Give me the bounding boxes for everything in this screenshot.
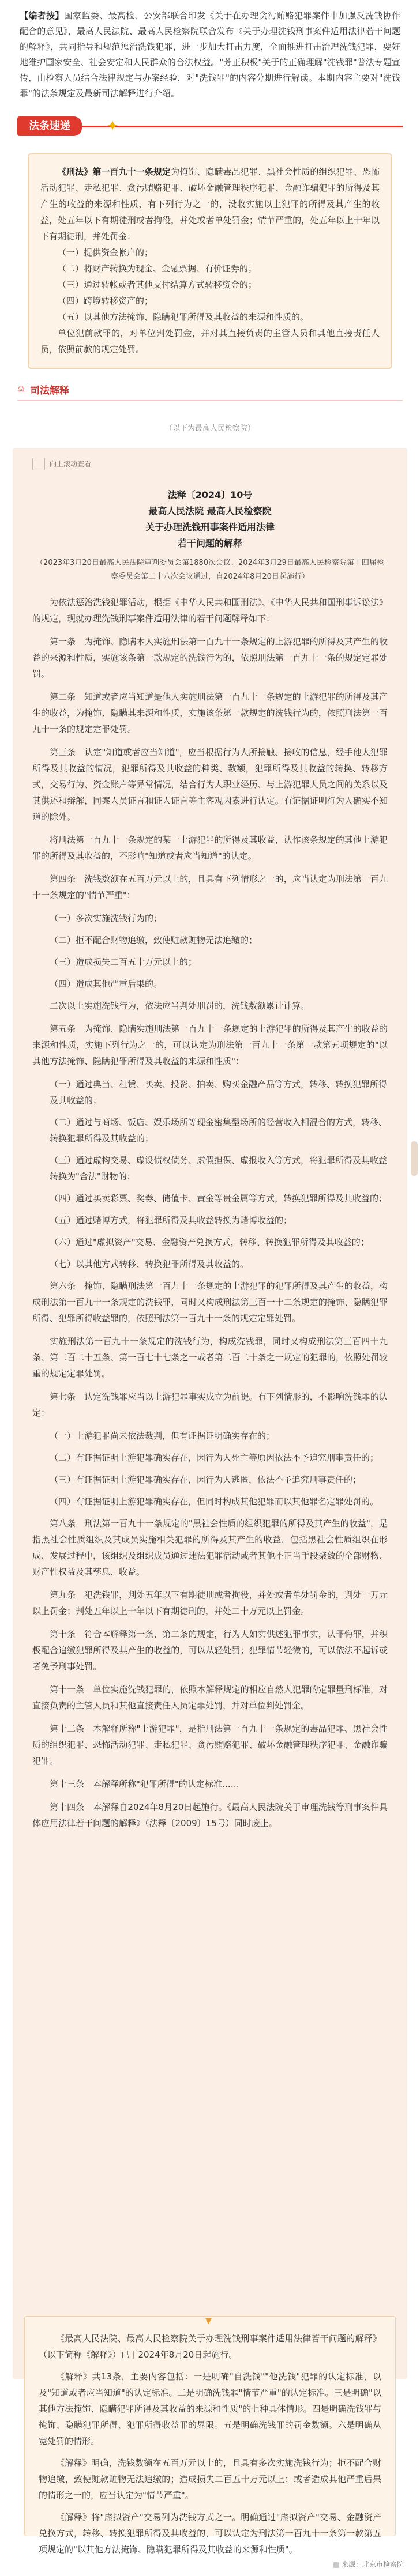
doc-sub-item: （三）造成损失二百五十万元以上的； [50,957,197,967]
doc-paragraph: 第十四条 本解释自2024年8月20日起施行。《最高人民法院关于审理洗钱等刑事案件具体应用法律若干问题的解释》（法释〔2009〕15号）同时废止。 [32,1802,388,1828]
doc-paragraph: 第五条 为掩饰、隐瞒实施刑法第一百九十一条规定的上游犯罪的所得及其产生的收益的来源和性质，实施下列行为之一的，可以认定为刑法第一百九十一条第一款第五项规定的"以其他方法掩饰、隐瞒犯罪所得及其收益的来源和性质"： [32,1024,388,1066]
doc-paragraph: 第十条 符合本解释第一条、第二条的规定，行为人如实供述犯罪事实，认罪悔罪，并积极配合追缴犯罪所得及其产生的收益的，可以从轻处罚；犯罪情节轻微的，可以依法不起诉或者免予刑事处罚。 [32,1629,388,1672]
editor-note-text: 国家监委、最高检、公安部联合印发《关于在办理贪污贿赂犯罪案件中加强反洗钱协作配合的意见》，最高人民法院、最高人民检察院联合发布《关于办理洗钱刑事案件适用法律若干问题的解释》，共同指导和规范惩治洗钱犯罪，进一步加大打击力度，全面推进打击治理洗钱犯罪，要好地维护国家安全、社会安定和人民群众的合法权益。"芳正积极"关于的正确理解"洗钱罪"普法专题宣传，由检察人员结合法律规定与办案经验，对"洗钱罪"的内容分期进行解读。本期内容主要对"洗钱罪"的法条规定及最新司法解释进行介绍。 [20,10,400,99]
section-title: 法条速递 [17,116,82,136]
law-item: （四）跨境转移资产的； [58,296,153,306]
law-lead-title: 《刑法》第一百九十一条规定 [58,167,171,177]
law-item: （三）通过转帐或者其他支付结算方式转移资金的； [58,280,257,290]
doc-sub-item: （五）通过赌博方式，将犯罪所得及其收益转换为赌博收益的； [50,1215,292,1225]
source-icon [333,2562,339,2568]
law-item: （五）以其他方法掩饰、隐瞒犯罪所得及其收益的来源和性质的。 [58,312,309,322]
doc-adoption-note: （2023年3月20日最高人民法院审判委员会第1880次会议、2024年3月29日最高人民检察院第十四届检察委员会第二十八次会议通过，自2024年8月20日起施行） [36,559,384,581]
section-header-law [17,114,403,141]
doc-thumbnail[interactable] [32,456,96,472]
law-item: （二）将财产转换为现金、金融票据、有价证券的； [58,263,257,274]
doc-sub-item: （二）通过与商场、饭店、娱乐场所等现金密集型场所的经营收入相混合的方式，转移、转换犯罪所得及其收益的； [50,1117,388,1144]
arrow-down-icon: ▼ [205,2317,212,2326]
interpretation-divider [17,400,403,401]
gavel-icon: ⚖ [17,384,25,394]
doc-paragraph: 第十一条 单位实施洗钱犯罪的，依照本解释规定的相应自然人犯罪的定罪量刑标准，对直接负责的主管人员和其他直接责任人员定罪处罚，并对单位判处罚金。 [32,1684,388,1711]
doc-paragraph: 第二条 知道或者应当知道是他人实施刑法第一百九十一条规定的上游犯罪的所得及其产生的收益，为掩饰、隐瞒其来源和性质，实施该条第一款规定的洗钱行为的，依照刑法第一百九十一条的规定定罪处罚。 [32,692,388,734]
law-lead [40,164,380,244]
interpretation-title: 司法解释 [30,384,69,397]
editor-note-label: 【编者按】 [20,10,64,21]
doc-paragraph: 实施刑法第一百九十一条规定的洗钱行为，构成洗钱罪，同时又构成刑法第三百四十九条、第二百二十五条、第一百七十七条之一或者第二百二十条之一规定的犯罪的，依照处罚较重的规定定罪处罚。 [32,1336,388,1379]
doc-paragraph: 第九条 犯洗钱罪，判处五年以下有期徒刑或者拘役，并处或者单处罚金的，判处一万元以上罚金；判处五年以上十年以下有期徒刑的，并处二十万元以上罚金。 [32,1590,388,1616]
summary-paragraph: 《最高人民法院、最高人民检察院关于办理洗钱刑事案件适用法律若干问题的解释》（以下简称《解释》）已于2024年8月20日起施行。 [39,2333,381,2360]
editor-note [0,0,420,106]
doc-paragraph: 为依法惩治洗钱犯罪活动，根据《中华人民共和国刑法》、《中华人民共和国刑事诉讼法》的规定，现就办理洗钱刑事案件适用法律的若干问题解释如下： [32,597,388,624]
section-header-interpretation [17,379,403,401]
doc-paragraph: 第十三条 本解释所称"犯罪所得"的认定标准…… [50,1779,239,1789]
image-caption: （以下为最高人民检察院） [164,424,255,433]
doc-sub-item: （四）有证据证明上游犯罪确实存在，但同时构成其他犯罪而以其他罪名定罪处罚的。 [50,1496,379,1507]
doc-sub-item: （一）通过典当、租赁、买卖、投资、拍卖、购买金融产品等方式，转移、转换犯罪所得及其收益的； [50,1079,388,1106]
summary-paragraph: 《解释》明确，洗钱数额在五百万元以上的，且具有多次实施洗钱行为；拒不配合财物追缴，致使赃款赃物无法追缴的；造成损失二百五十万元以上；或者造成其他严重后果的情形之一的，应当认定为"情节严重"。 [39,2458,381,2500]
summary-box [24,2316,396,2555]
doc-paragraph: 将刑法第一百九十一条规定的某一上游犯罪的所得及其收益，认作该条规定的其他上游犯罪的所得及其收益的，不影响"知道或者应当知道"的认定。 [32,835,388,861]
doc-sub-item: （一）多次实施洗钱行为的； [50,913,163,923]
doc-sub-item: （七）以其他方式转移、转换犯罪所得及其收益的。 [50,1259,249,1269]
law-quote-box [28,153,392,369]
doc-thumbnail-label: 向上滚动查看 [50,460,92,468]
doc-paragraph: 第一条 为掩饰、隐瞒本人实施刑法第一百九十一条规定的上游犯罪的所得及其产生的收益的来源和性质，实施该条第一款规定的洗钱行为的，依照刑法第一百九十一条的规定定罪处罚。 [32,636,388,679]
doc-title-line2: 若干问题的解释 [177,538,242,549]
doc-sub-item: （六）通过"虚拟资产"交易、金融资产兑换方式，转移、转换犯罪所得及其收益的； [50,1237,369,1247]
doc-file-number: 法释〔2024〕10号 [167,489,253,500]
doc-title: 关于办理洗钱刑事案件适用法律 [145,522,275,533]
doc-issuer: 最高人民法院 最高人民检察院 [148,506,272,516]
doc-paragraph: 第八条 刑法第一百九十一条规定的"黑社会性质的组织犯罪的所得及其产生的收益"，是指黑社会性质组织及其成员实施相关犯罪的所得及其产生的收益，包括黑社会性质组织在形成、发展过程中，该组织及组织成员通过违法犯罪活动或者其他不正当手段聚敛的全部财物、财产性权益及其孳息、收益。 [32,1518,388,1577]
doc-paragraph: 第六条 掩饰、隐瞒刑法第一百九十一条规定的上游犯罪的犯罪所得及其产生的收益，构成刑法第一百九十一条规定的洗钱罪，同时又构成刑法第三百一十二条规定的掩饰、隐瞒犯罪所得、犯罪所得收益罪的，依照刑法第一百九十一条的规定定罪处罚。 [32,1281,388,1323]
doc-sub-item: （一）上游犯罪尚未依法裁判，但有证据证明确实存在的； [50,1431,275,1441]
source-text: 来源：北京市检察院 [341,2560,404,2569]
doc-paragraph: 第三条 认定"知道或者应当知道"，应当根据行为人所接触、接收的信息，经手他人犯罪所得及其收益的情况，犯罪所得及其收益的种类、数额，犯罪所得及其收益的转换、转移方式，交易行为、资金账户等异常情况，结合行为人职业经历、与上游犯罪人员之间的关系以及其供述和辩解，同案人员证言和证人证言等主客观因素进行认定。有证据证明行为人确实不知道的除外。 [32,747,388,822]
source-credit [333,2559,404,2569]
interpretation-document [13,448,407,2379]
doc-sub-item: （三）通过虚构交易、虚设债权债务、虚假担保、虚报收入等方式，将犯罪所得及其收益转换为"合法"财物的； [50,1155,388,1182]
law-item: （一）提供资金帐户的； [58,247,153,258]
doc-sub-item: （二）有证据证明上游犯罪确实存在，因行为人死亡等原因依法不予追究刑事责任的； [50,1453,379,1463]
doc-sub-item: （四）通过买卖彩票、奖券、储值卡、黄金等贵金属等方式，转换犯罪所得及其收益的； [50,1193,388,1204]
doc-sub-item: （三）有证据证明上游犯罪确实存在，因行为人逃匿，依法不予追究刑事责任的； [50,1474,362,1485]
scroll-handle[interactable] [411,1141,418,1176]
law-tail: 单位犯前款罪的，对单位判处罚金，并对其直接负责的主管人员和其他直接责任人员，依照前款的规定处罚。 [40,328,380,354]
doc-sub-item: （二）拒不配合财物追缴，致使赃款赃物无法追缴的； [50,935,258,945]
law-lead-text: 为掩饰、隐瞒毒品犯罪、黑社会性质的组织犯罪、恐怖活动犯罪、走私犯罪、贪污贿赂犯罪、破坏金融管理秩序犯罪、金融诈骗犯罪的所得及其产生的收益的来源和性质，有下列行为之一的，没收实施以上犯罪的所得及其产生的收益，处五年以下有期徒刑或者拘役，并处或者单处罚金；情节严重的，处五年以上十年以下有期徒刑，并处罚金： [40,167,380,242]
sparkle-icon: ✦ [106,118,119,135]
doc-paragraph: 第十二条 本解释所称"上游犯罪"，是指刑法第一百九十一条规定的毒品犯罪、黑社会性质的组织犯罪、恐怖活动犯罪、走私犯罪、贪污贿赂犯罪、破坏金融管理秩序犯罪、金融诈骗犯罪。 [32,1723,388,1766]
summary-paragraph: 《解释》共13条，主要内容包括：一是明确"自洗钱""他洗钱"犯罪的认定标准，以及"知道或者应当知道"的认定标准。二是明确洗钱罪"情节严重"的认定标准。三是明确"以其他方法掩饰、隐瞒犯罪所得及其收益的来源和性质"的七种具体情形。四是明确洗钱罪与掩饰、隐瞒犯罪所得、犯罪所得收益罪的界限。五是明确洗钱罪的罚金数额。六是明确从宽处罚的情形。 [39,2371,381,2446]
doc-sub-item: （四）造成其他严重后果的。 [50,979,163,989]
doc-paragraph: 二次以上实施洗钱行为，依法应当判处刑罚的，洗钱数额累计计算。 [50,1001,310,1011]
image-icon [32,458,45,470]
summary-paragraph: 《解释》将"虚拟资产"交易列为洗钱方式之一。明确通过"虚拟资产"交易、金融资产兑换方式，转移、转换犯罪所得及其收益的，可以认定为刑法第一百九十一条第一款第五项规定的"以其他方法掩饰、隐瞒犯罪所得及其收益的来源和性质"。 [39,2512,381,2555]
doc-paragraph: 第四条 洗钱数额在五百万元以上的，且具有下列情形之一的，应当认定为刑法第一百九十一条规定的"情节严重"： [32,874,388,900]
doc-paragraph: 第七条 认定洗钱罪应当以上游犯罪事实成立为前提。有下列情形的，不影响洗钱罪的认定： [32,1391,388,1418]
